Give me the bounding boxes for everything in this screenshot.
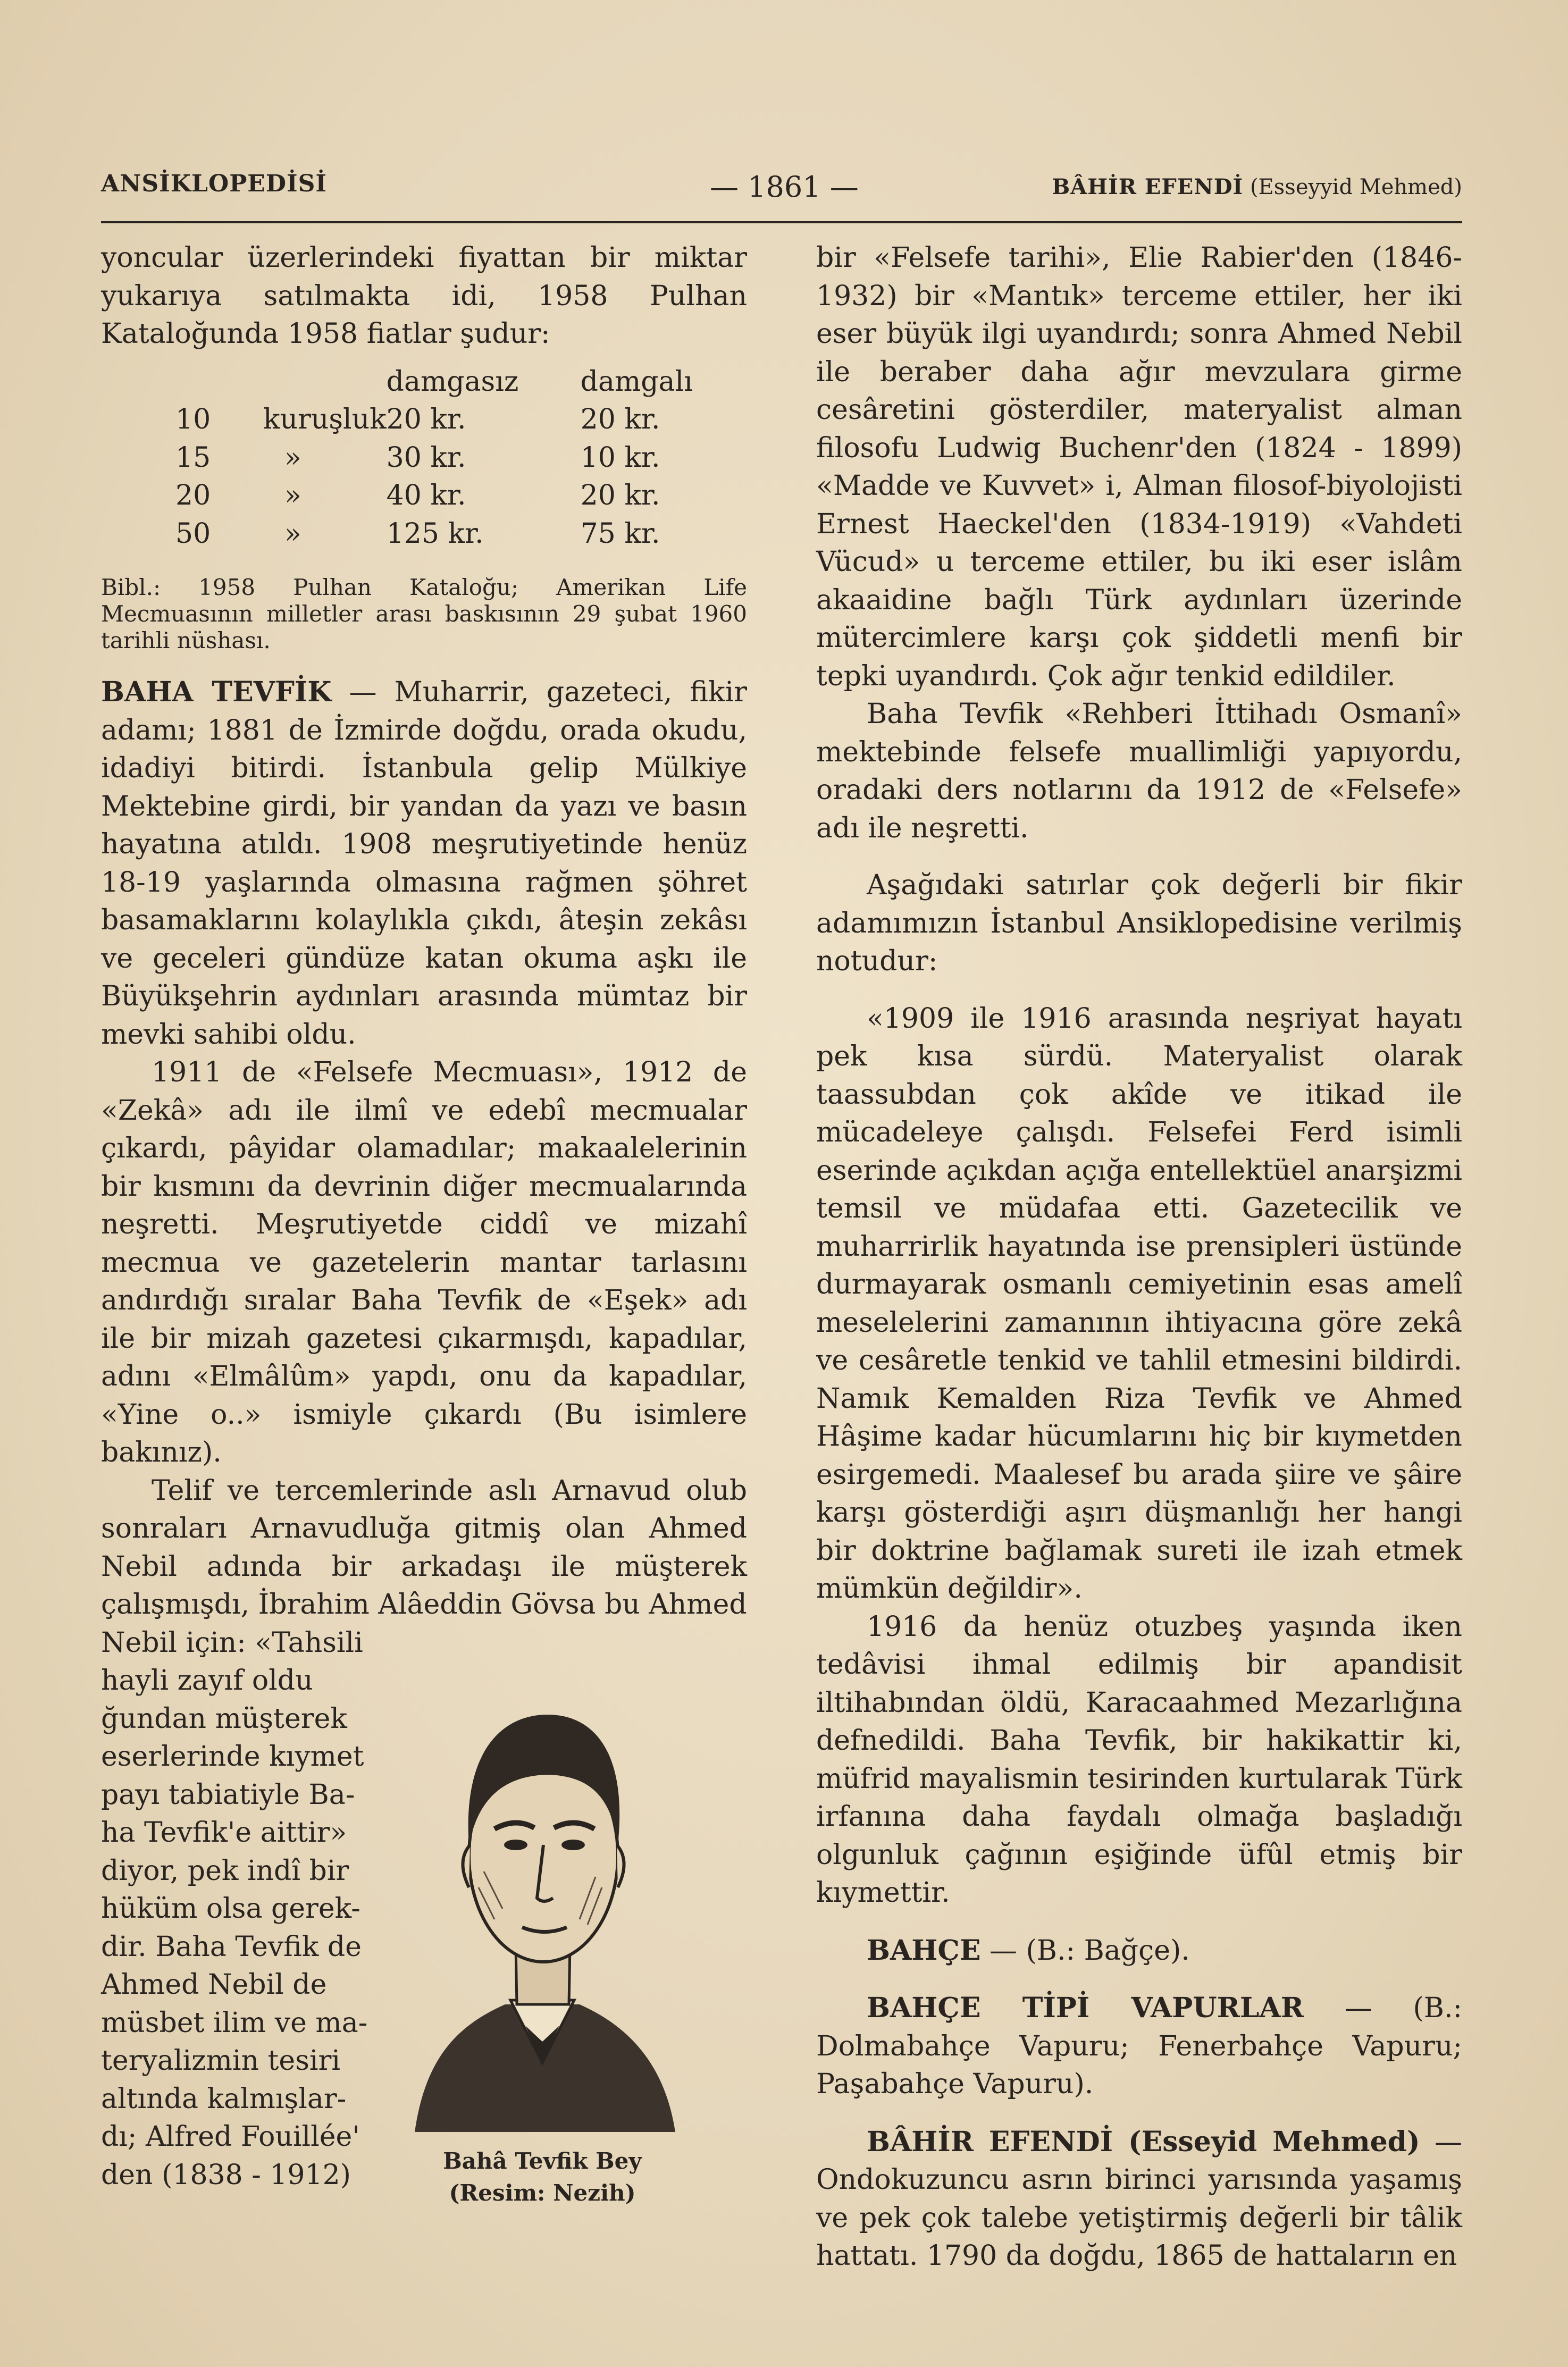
text-line: dı; Alfred Fouillée' <box>101 2121 360 2153</box>
baha-tevfik-entry-paragraph-2: 1911 de «Felsefe Mecmuası», 1912 de «Zekâ» adı ile ilmî ve edebî mecmualar çıkardı, pâyidar olamadılar; makaalelerinin bir kısmını da devrinin diğer mecmualarında neşretti. Meşrutiyetde ciddî ve mizahî mecmua ve gazetelerin mantar tarlasını andırdığı sıralar Baha Tevfik de «Eşek» adı ile bir mizah gazetesi çıkarmışdı, kapadılar, adını «Elmâlûm» yapdı, onu da kapadılar, «Yine o..» ismiyle çıkardı (Bu isimlere bakınız). <box>101 1056 747 1468</box>
row-value: 15 <box>175 441 211 474</box>
table-row <box>175 401 719 439</box>
col-header-used: damgalı <box>580 365 693 398</box>
baha-tevfik-quote: «1909 ile 1916 arasında neşriyat hayatı pek kısa sürdü. Materyalist olarak taassubdan çok akîde ve itikad ile mücadeleye çalışdı. Felsefei Ferd isimli eserinde açıkdan açığa entellektüel anarşizmi temsil ve müdafaa etti. Gazetecilik ve muharrirlik hayatında ise prensipleri üstünde durmayarak osmanlı cemiyetinin esas amelî meselelerini zamanının ihtiyacına göre zekâ ve cesâretle tenkid ve tahlil etmesini bildirdi. Namık Kemalden Riza Tevfik ve Ahmed Hâşime kadar hücumlarını hiç bir kıymetden esirgemedi. Maalesef bu arada şiire ve şâire karşı gösterdiği aşırı düşmanlığı her hangi bir doktrine bağlamak sureti ile izah etmek mümkün değildir». <box>816 1002 1462 1605</box>
row-price-unused: 20 kr. <box>386 404 466 435</box>
header-entry-qualifier: (Esseyyid Mehmed) <box>1250 175 1462 199</box>
table-row <box>175 515 719 553</box>
bibliography-note: Bibl.: 1958 Pulhan Kataloğu; Amerikan Life Mecmuasının milletler arası baskısının 29 şubat 1960 tarihli nüshası. <box>101 574 747 653</box>
price-table-header <box>175 363 719 401</box>
text-line: ğundan müşterek <box>101 1702 347 1735</box>
entry-headword: BAHÇE TİPİ VAPURLAR <box>867 1992 1304 2024</box>
row-unit: kuruşluk <box>263 404 387 435</box>
baha-tevfik-entry-paragraph-3: Telif ve tercemlerinde aslı Arnavud olub sonraları Arnavudluğa gitmiş olan Ahmed Nebil adında bir arkadaşı ile müşterek çalışmışdı, İbrahim Alâeddin Gövsa bu Ahmed <box>101 1474 747 1621</box>
baha-tevfik-continued-2: Baha Tevfik «Rehberi İttihadı Osmanî» mektebinde felsefe muallimliği yapıyordu, oradaki ders notlarını da 1912 de «Felsefe» adı ile neşretti. <box>816 698 1462 844</box>
row-unit: » <box>284 480 301 511</box>
text-line: dir. Baha Tevfik de <box>101 1930 362 1963</box>
header-rule <box>101 221 1462 223</box>
portrait-drawing <box>404 1622 681 2132</box>
table-row <box>175 439 719 477</box>
text-line: hüküm olsa gerek- <box>101 1893 360 1925</box>
row-price-used: 75 kr. <box>580 517 660 550</box>
header-entry-name: BÂHİR EFENDİ <box>1052 174 1244 199</box>
row-price-unused: 40 kr. <box>386 480 466 511</box>
table-row <box>175 477 719 515</box>
portrait-illustration <box>404 1622 681 2206</box>
col-header-unused: damgasız <box>386 365 519 398</box>
baha-tevfik-continued-3: Aşağıdaki satırlar çok değerli bir fikir adamımızın İstanbul Ansiklopedisine verilmiş notudur: <box>816 869 1462 977</box>
baha-tevfik-entry-paragraph-1 <box>101 673 747 1054</box>
running-header <box>101 170 1462 223</box>
bahir-efendi-entry <box>816 2123 1462 2276</box>
portrait-caption-name: Bahâ Tevfik Bey <box>443 2148 642 2174</box>
row-unit: » <box>284 441 301 474</box>
text-line: den (1838 - 1912) <box>101 2159 351 2191</box>
price-table <box>175 363 719 553</box>
row-price-used: 20 kr. <box>580 480 660 511</box>
text-line: teryalizmin tesiri <box>101 2045 340 2077</box>
text-line: Nebil için: «Tahsili <box>101 1626 363 1659</box>
text-beside-portrait <box>101 1624 378 2195</box>
page-number: — 1861 — <box>710 170 859 204</box>
stamp-intro-paragraph: yoncular üzerlerindeki fiyattan bir miktar yukarıya satılmakta idi, 1958 Pulhan Kataloğunda 1958 fiatlar şudur: <box>101 242 747 350</box>
header-section-title: ANSİKLOPEDİSİ <box>101 170 327 197</box>
text-line: ha Tevfik'e aittir» <box>101 1817 347 1849</box>
text-line: hayli zayıf oldu <box>101 1665 313 1697</box>
baha-tevfik-continued-5: 1916 da henüz otuzbeş yaşında iken tedâvisi ihmal edilmiş bir apandisit iltihabından öldü, Karacaahmed Mezarlığına defnedildi. Baha Tevfik, bir hakikattir ki, müfrid mayalismin tesirinden kurtularak Türk irfanına daha faydalı olmağa başladığı olgunluk çağının eşiğinde üfûl etmiş bir kıymettir. <box>816 1610 1462 1909</box>
entry-text: — (B.: Dolmabahçe Vapuru; Fenerbahçe Vapuru; Paşabahçe Vapuru). <box>816 1992 1463 2100</box>
text-line: payı tabiatiyle Ba- <box>101 1778 355 1811</box>
entry-text: — (B.: Bağçe). <box>989 1934 1190 1967</box>
row-price-used: 20 kr. <box>580 404 660 435</box>
entry-headword: BAHÇE <box>867 1934 981 1967</box>
row-value: 50 <box>175 517 211 550</box>
text-line: Ahmed Nebil de <box>101 1969 327 2001</box>
row-unit: » <box>284 517 301 550</box>
baha-tevfik-continued-1: bir «Felsefe tarihi», Elie Rabier'den (1846-1932) bir «Mantık» terceme ettiler, her iki eser büyük ilgi uyandırdı; sonra Ahmed Nebil ile beraber daha ağır mevzulara girme cesâretini gösterdiler, materyalist alman filosofu Ludwig Buchenr'den (1824 - 1899) «Madde ve Kuvvet» i, Alman filosof-biyolojisti Ernest Haeckel'den (1834-1919) «Vahdeti Vücud» u terceme ettiler, bu iki eser islâm akaaidine bağlı Türk aydınları üzerinde mütercimlere karşı çok şiddetli menfi bir tepki uyandırdı. Çok ağır tenkid edildiler. <box>816 242 1462 692</box>
row-value: 10 <box>175 404 211 435</box>
portrait-caption-credit: (Resim: Nezih) <box>449 2180 636 2206</box>
row-price-unused: 125 kr. <box>386 517 484 550</box>
row-value: 20 <box>175 480 211 511</box>
bahce-entry <box>816 1932 1462 1970</box>
entry-text: — Muharrir, gazeteci, fikir adamı; 1881 de İzmirde doğdu, orada okudu, idadiyi bitirdi. İstanbula gelip Mülkiye Mektebine girdi, bir yandan da yazı ve basın hayatına atıldı. 1908 meşrutiyetinde henüz 18-19 yaşlarında olmasına rağmen şöhret basamaklarını kolaylıkla çıkdı, âteşin zekâsı ve geceleri gündüze katan okuma aşkı ile Büyükşehrin aydınları arasında mümtaz bir mevki sahibi oldu. <box>101 676 747 1051</box>
row-price-used: 10 kr. <box>580 441 660 474</box>
text-line: eserlerinde kıymet <box>101 1741 364 1773</box>
header-entry-title <box>1052 174 1462 199</box>
bahce-tipi-vapurlar-entry <box>816 1989 1462 2104</box>
entry-headword: BÂHİR EFENDİ (Esseyid Mehmed) <box>867 2125 1420 2158</box>
row-price-unused: 30 kr. <box>386 441 466 474</box>
text-line: altında kalmışlar- <box>101 2083 347 2115</box>
text-line: diyor, pek indî bir <box>101 1854 349 1887</box>
entry-text: — Ondokuzuncu asrın birinci yarısında yaşamış ve pek çok talebe yetiştirmiş değerli bir tâlik hattatı. 1790 da doğdu, 1865 de hattaların en <box>816 2126 1463 2272</box>
entry-headword: BAHA TEVFİK <box>101 676 332 708</box>
right-column <box>816 239 1462 2276</box>
text-line: müsbet ilim ve ma- <box>101 2007 368 2039</box>
